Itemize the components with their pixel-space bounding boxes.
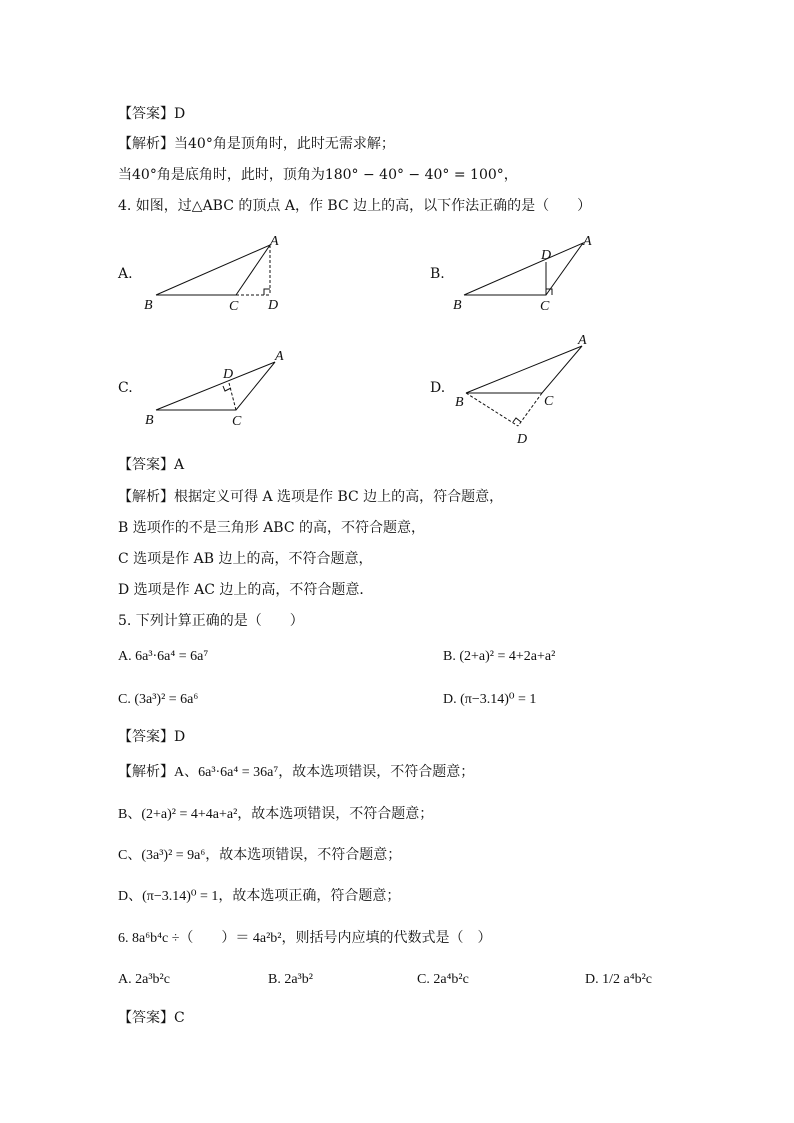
q5-option-c: C. (3a³)² = 6a⁶ — [118, 692, 199, 707]
q5-option-b: B. (2+a)² = 4+2a+a² — [443, 649, 556, 664]
explanation-4-line1: 【解析】根据定义可得 A 选项是作 BC 边上的高，符合题意， — [118, 489, 504, 505]
figure-option-b — [450, 228, 610, 318]
label-c: C — [544, 394, 554, 409]
question-6: 6. 8a⁶b⁴c ÷（ ）＝ 4a²b²，则括号内应填的代数式是（ ） — [118, 931, 492, 946]
explanation-3-line1: 【解析】当40°角是顶角时，此时无需求解； — [118, 136, 395, 152]
label-c: C — [540, 299, 550, 314]
label-b: B — [453, 298, 462, 313]
figure-option-c — [140, 345, 300, 435]
answer-4: 【答案】A — [118, 457, 185, 473]
label-b: B — [144, 298, 153, 313]
answer-5: 【答案】D — [118, 729, 186, 745]
explanation-5-c: C、(3a³)² = 9a⁶，故本选项错误，不符合题意； — [118, 848, 402, 863]
q4-option-d-label: D. — [430, 380, 446, 396]
label-a: A — [578, 333, 587, 348]
explanation-4-line2: B 选项作的不是三角形 ABC 的高，不符合题意， — [118, 520, 426, 536]
answer-3: 【答案】D — [118, 106, 186, 122]
label-d: D — [517, 432, 528, 447]
label-a: A — [275, 349, 284, 364]
label-d: D — [268, 298, 279, 313]
q5-option-a: A. 6a³·6a⁴ = 6a⁷ — [118, 649, 209, 664]
figure-option-d — [450, 330, 610, 450]
label-c: C — [229, 299, 239, 314]
explanation-5-a: 【解析】A、6a³·6a⁴ = 36a⁷，故本选项错误，不符合题意； — [118, 765, 475, 780]
explanation-4-line4: D 选项是作 AC 边上的高，不符合题意． — [118, 582, 374, 598]
q6-option-c: C. 2a⁴b²c — [417, 972, 469, 987]
label-b: B — [455, 395, 464, 410]
q4-option-a-label: A. — [118, 266, 133, 282]
q4-option-c-label: C. — [118, 380, 133, 396]
explanation-3-line2: 当40°角是底角时，此时，顶角为180° − 40° − 40° = 100°， — [118, 167, 518, 183]
label-d: D — [223, 367, 234, 382]
explanation-4-line3: C 选项是作 AB 边上的高，不符合题意， — [118, 551, 373, 567]
q6-option-d: D. 1/2 a⁴b²c — [585, 972, 653, 987]
explanation-5-b: B、(2+a)² = 4+4a+a²，故本选项错误，不符合题意； — [118, 807, 434, 822]
explanation-5-d: D、(π−3.14)⁰ = 1，故本选项正确，符合题意； — [118, 889, 401, 904]
question-5: 5. 下列计算正确的是（ ） — [118, 613, 304, 629]
label-a: A — [583, 234, 592, 249]
q6-option-b: B. 2a³b² — [268, 972, 313, 987]
q4-option-b-label: B. — [430, 266, 445, 282]
answer-6: 【答案】C — [118, 1010, 185, 1026]
question-4: 4. 如图，过△ABC 的顶点 A，作 BC 边上的高，以下作法正确的是（ ） — [118, 198, 592, 214]
label-a: A — [270, 234, 279, 249]
figure-option-a — [140, 228, 300, 318]
label-d: D — [541, 248, 552, 263]
q5-option-d: D. (π−3.14)⁰ = 1 — [443, 692, 537, 707]
q6-option-a: A. 2a³b²c — [118, 972, 170, 987]
label-b: B — [145, 413, 154, 428]
label-c: C — [232, 414, 242, 429]
